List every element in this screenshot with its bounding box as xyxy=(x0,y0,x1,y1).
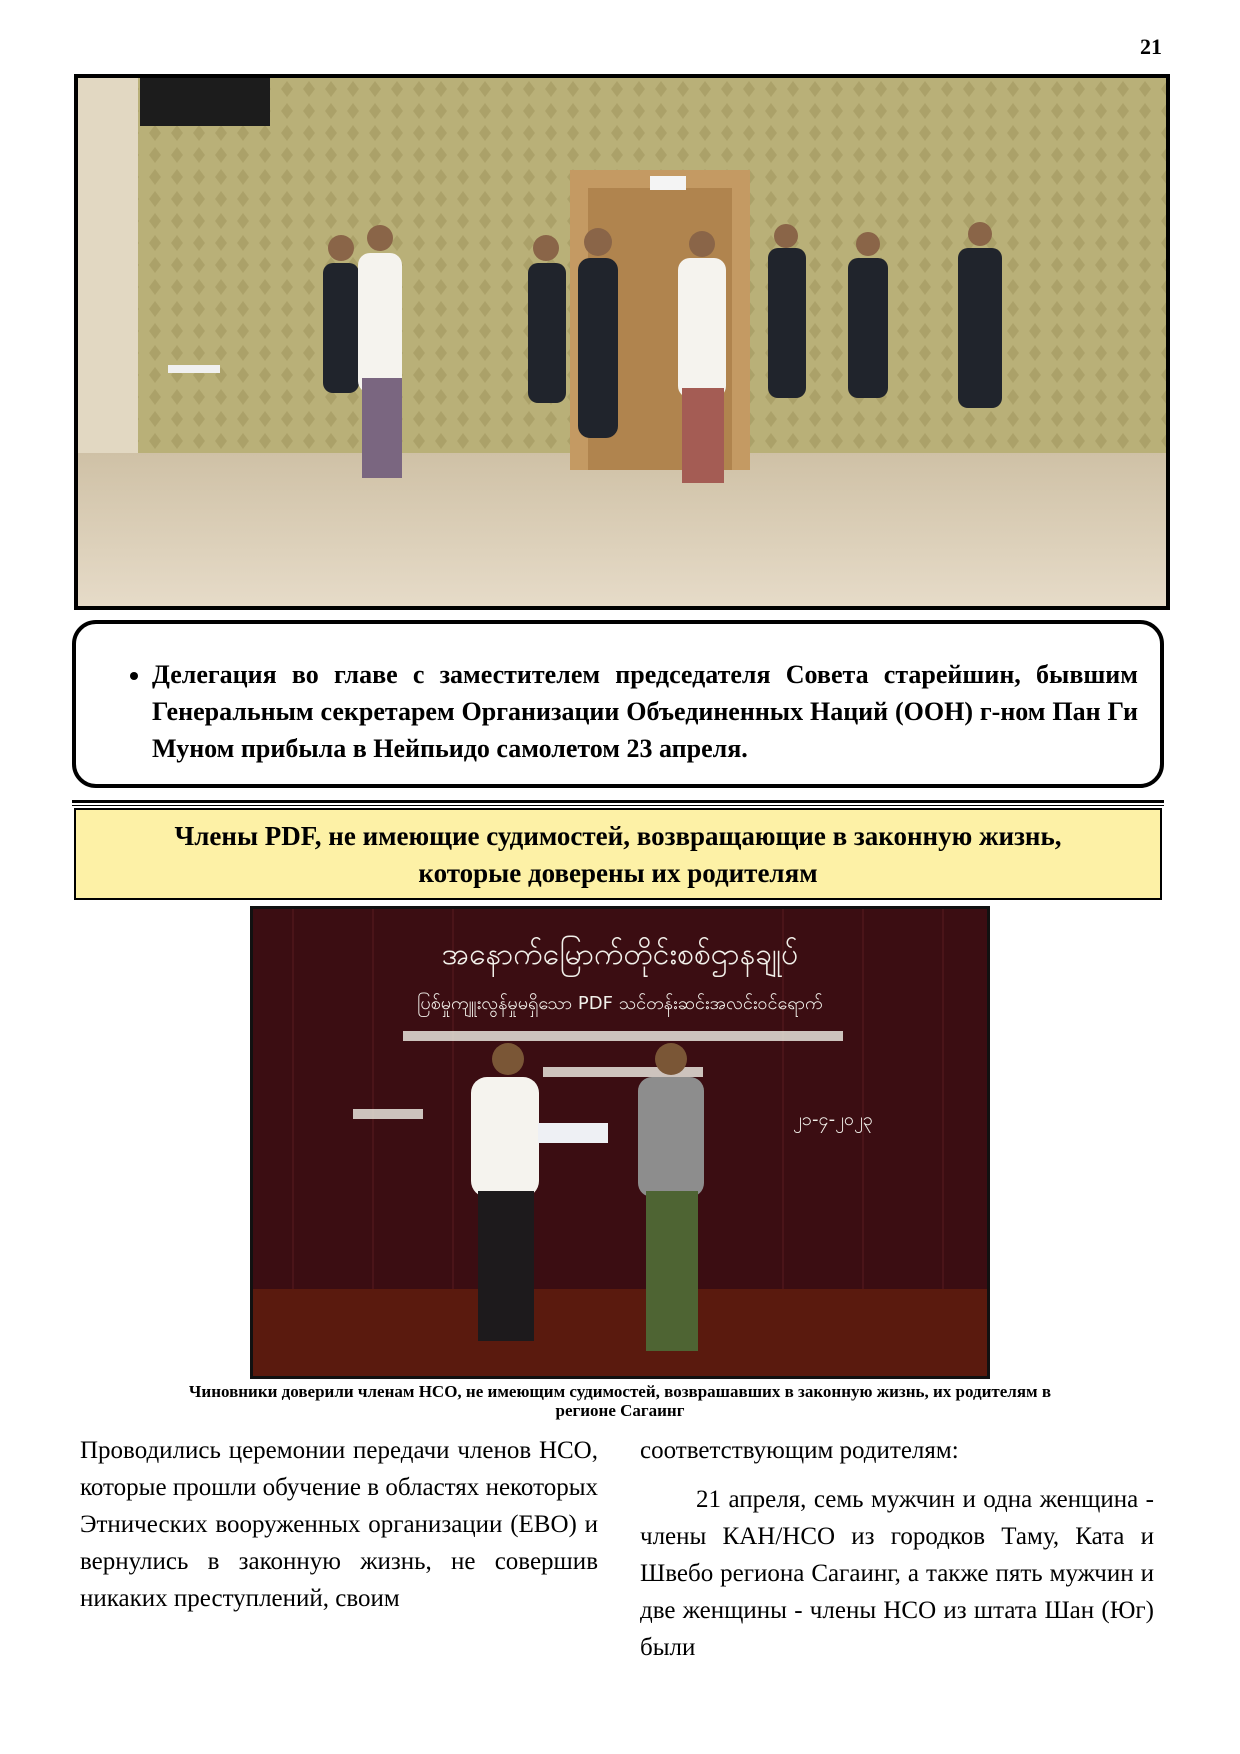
body-paragraph-left: Проводились церемонии передачи членов НСО, которые прошли обучение в областях некоторых Этнических вооруженных организации (ЕВО) и вернулись в законную жизнь, не совершив никаких преступлений, своим xyxy=(80,1437,598,1612)
body-paragraph-right: 21 апреля, семь мужчин и одна женщина - члены КАН/НСО из городков Таму, Ката и Швебо региона Сагаинг, а также пять мужчин и две женщины - члены НСО из штата Шан (Юг) были xyxy=(640,1486,1154,1661)
body-column-right xyxy=(640,1432,1154,1666)
handover-ceremony-photo xyxy=(250,906,990,1379)
page-number: 21 xyxy=(1140,34,1162,59)
section-headline xyxy=(74,808,1162,900)
caption-bullet-item: • Делегация во главе с заместителем председателя Совета старейшин, бывшим Генеральным секретарем Организации Объединенных Наций (ООН) г-ном Пан Ги Муном прибыла в Нейпьидо самолетом 23 апреля. xyxy=(152,656,1138,767)
body-column-left xyxy=(80,1432,598,1617)
photo-caption-line-2: регионе Сагаинг xyxy=(555,1401,685,1420)
photo-caption-line-1: Чиновники доверили членам НСО, не имеющим судимостей, возврашавших в законную жизнь, их родителям в xyxy=(188,1382,1052,1401)
caption-list xyxy=(120,656,1138,767)
headline-line-1: Члены PDF, не имеющие судимостей, возвращающие в законную жизнь, xyxy=(174,821,1062,851)
headline-line-2: которые доверены их родителям xyxy=(418,858,818,888)
body-paragraph-right-continued: соответствующим родителям: xyxy=(640,1437,959,1464)
photo-caption-box xyxy=(72,620,1164,788)
banner-date-text: ၂၁-၄-၂၀၂၃ xyxy=(792,1109,874,1130)
ceremony-photo-caption xyxy=(74,1382,1166,1420)
banner-title-text: အနောက်မြောက်တိုင်းစစ်ဌာနချုပ် xyxy=(441,937,799,972)
banner-subtitle-text: ပြစ်မှုကျူးလွန်မှုမရှိသော PDF သင်တန်းဆင်းအလင်းဝင်ရောက် xyxy=(417,993,823,1014)
section-divider xyxy=(72,800,1164,806)
delegation-arrival-photo xyxy=(74,74,1170,610)
